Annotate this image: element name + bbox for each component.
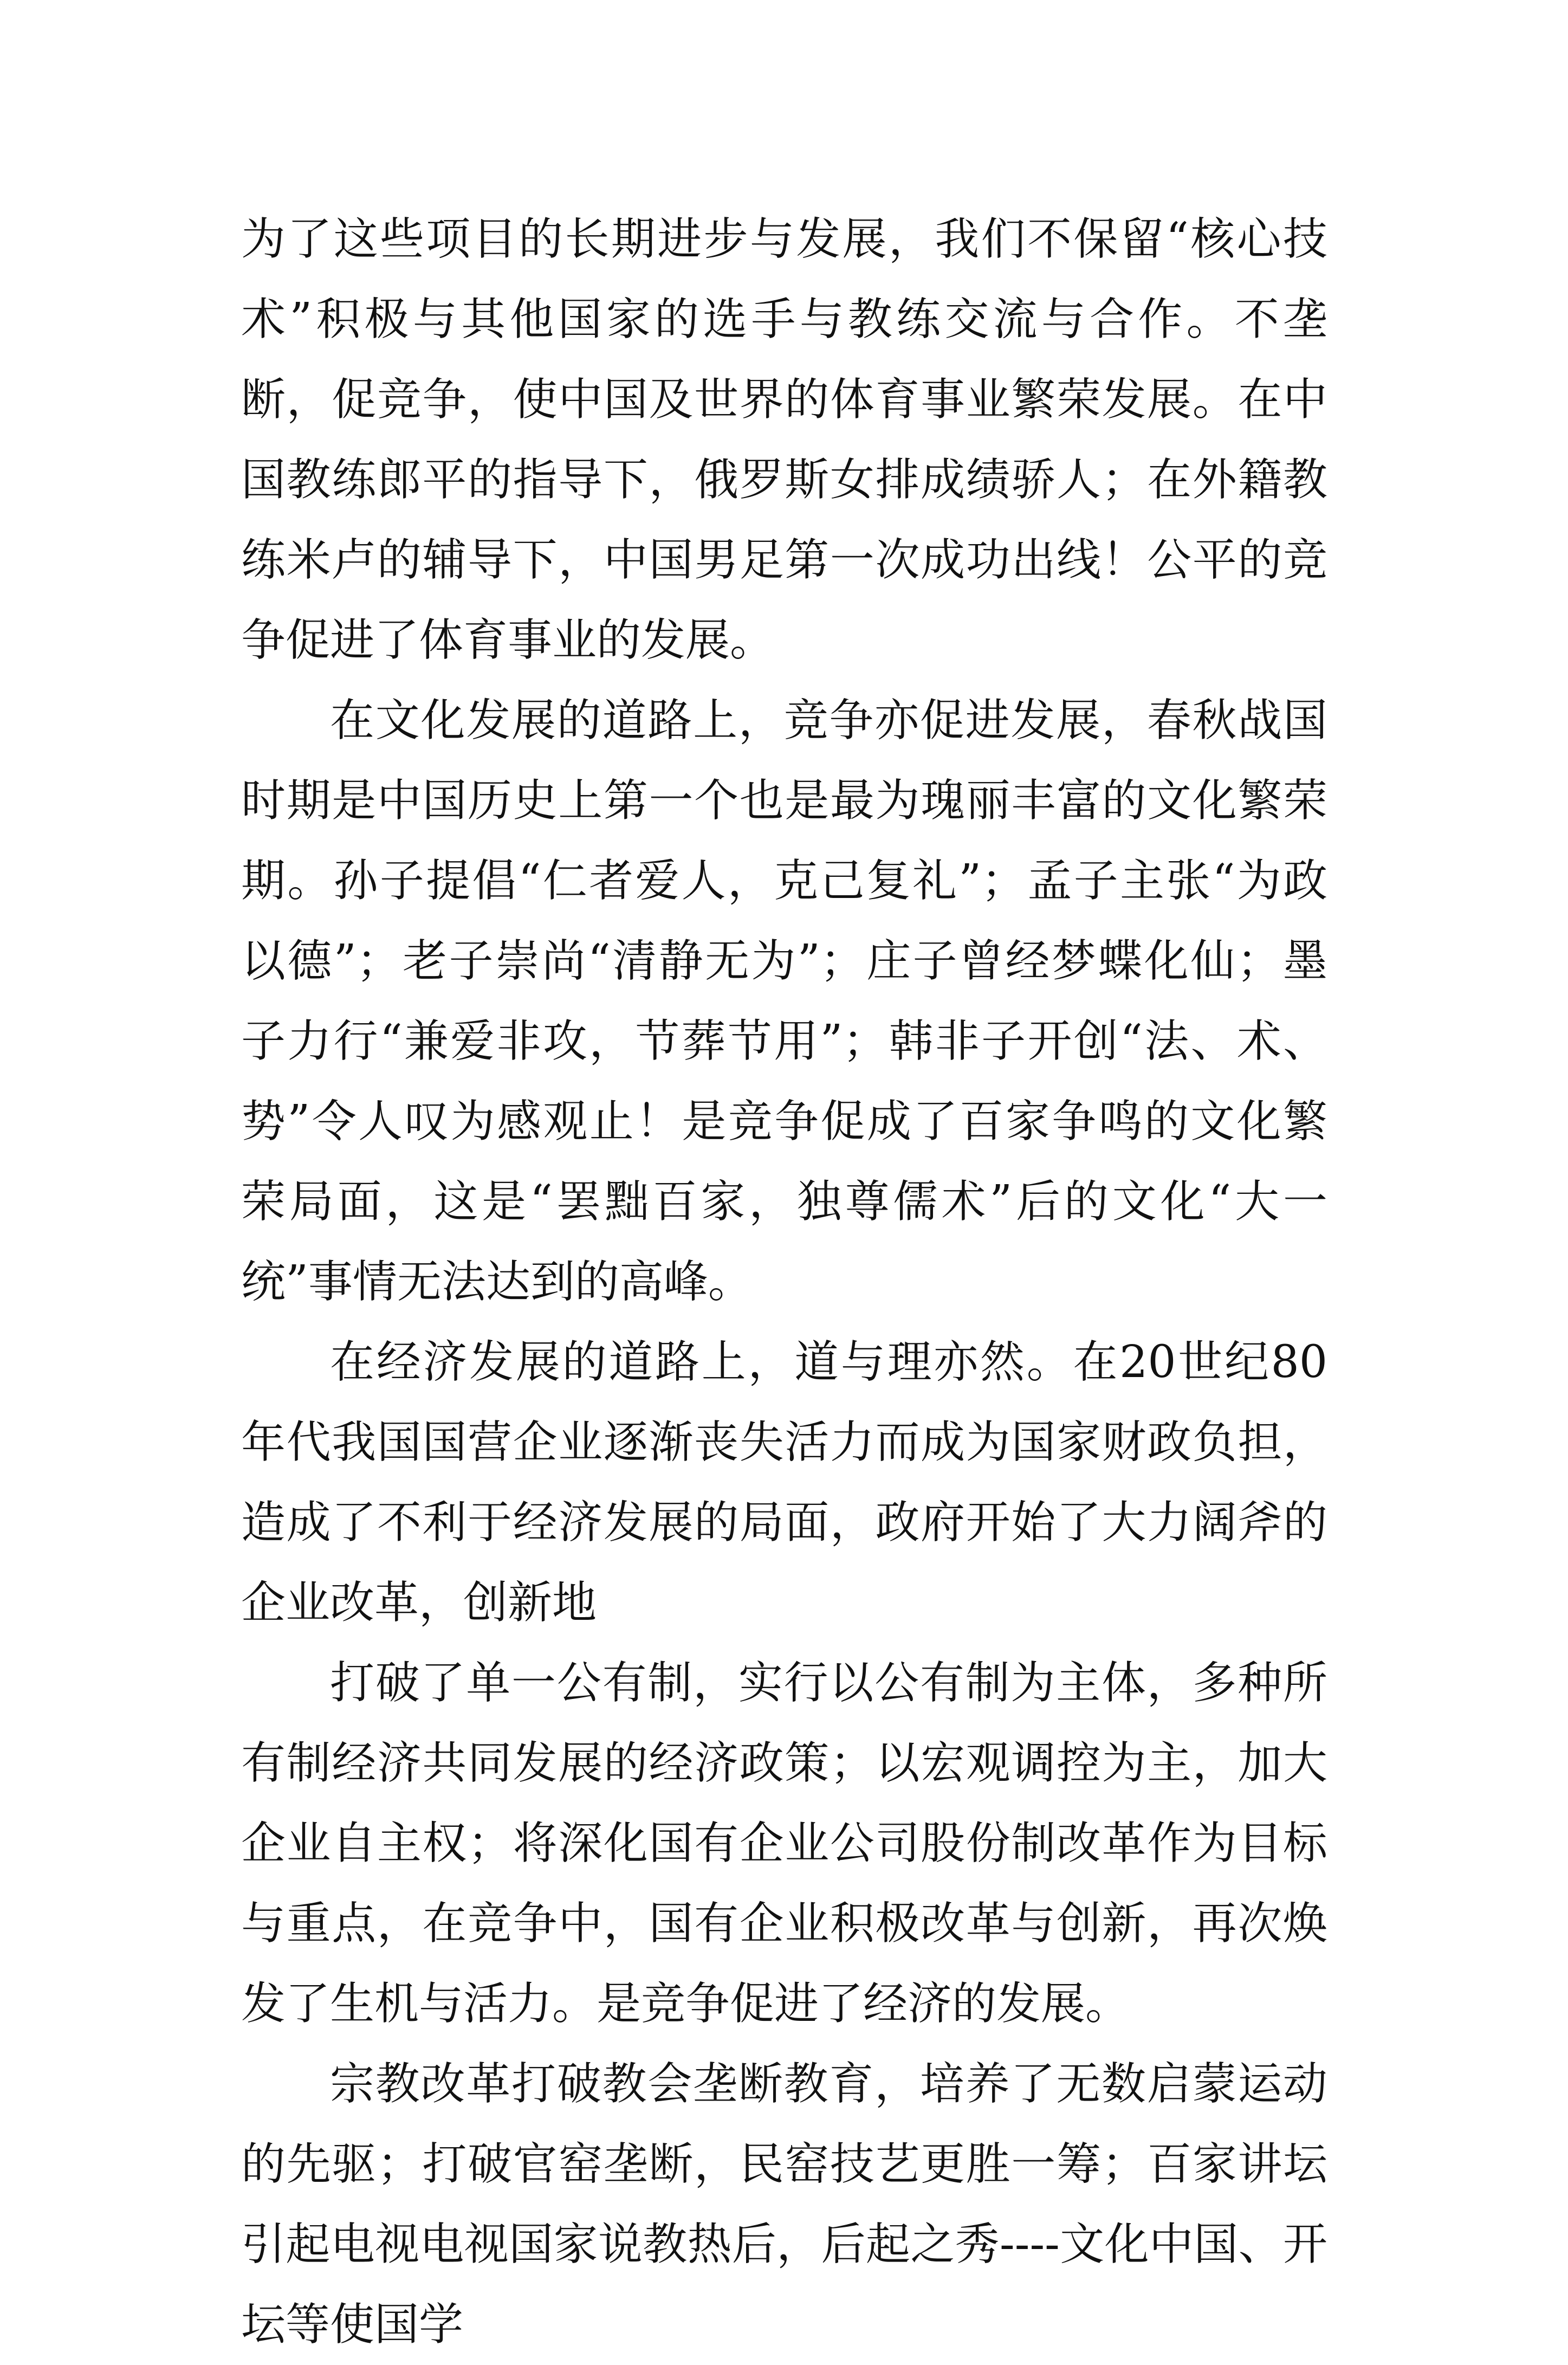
paragraph-economy: 在经济发展的道路上，道与理亦然。在20世纪80年代我国国营企业逐渐丧失活力而成为国家财政负担，造成了不利于经济发展的局面，政府开始了大力阔斧的企业改革，创新地 [241, 1336, 1327, 1629]
body-text [241, 199, 1327, 2365]
paragraph-reform: 打破了单一公有制，实行以公有制为主体，多种所有制经济共同发展的经济政策；以宏观调控为主，加大企业自主权；将深化国有企业公司股份制改革作为目标与重点，在竞争中，国有企业积极改革与创新，再次焕发了生机与活力。是竞争促进了经济的发展。 [241, 1657, 1327, 2030]
paragraph-culture: 在文化发展的道路上，竞争亦促进发展，春秋战国时期是中国历史上第一个也是最为瑰丽丰富的文化繁荣期。孙子提倡“仁者爱人，克己复礼”；孟子主张“为政以德”；老子崇尚“清静无为”；庄子曾经梦蝶化仙；墨子力行“兼爱非攻，节葬节用”；韩非子开创“法、术、势”令人叹为感观止！是竞争促成了百家争鸣的文化繁荣局面，这是“罢黜百家，独尊儒术”后的文化“大一统”事情无法达到的高峰。 [241, 695, 1327, 1308]
paragraph-religion: 宗教改革打破教会垄断教育，培养了无数启蒙运动的先驱；打破官窑垄断，民窑技艺更胜一筹；百家讲坛引起电视电视国家说教热后，后起之秀----文化中国、开坛等使国学 [241, 2058, 1327, 2350]
paragraph-sports: 为了这些项目的长期进步与发展，我们不保留“核心技术”积极与其他国家的选手与教练交流与合作。不垄断，促竞争，使中国及世界的体育事业繁荣发展。在中国教练郎平的指导下，俄罗斯女排成绩骄人；在外籍教练米卢的辅导下，中国男足第一次成功出线！公平的竞争促进了体育事业的发展。 [241, 214, 1327, 666]
